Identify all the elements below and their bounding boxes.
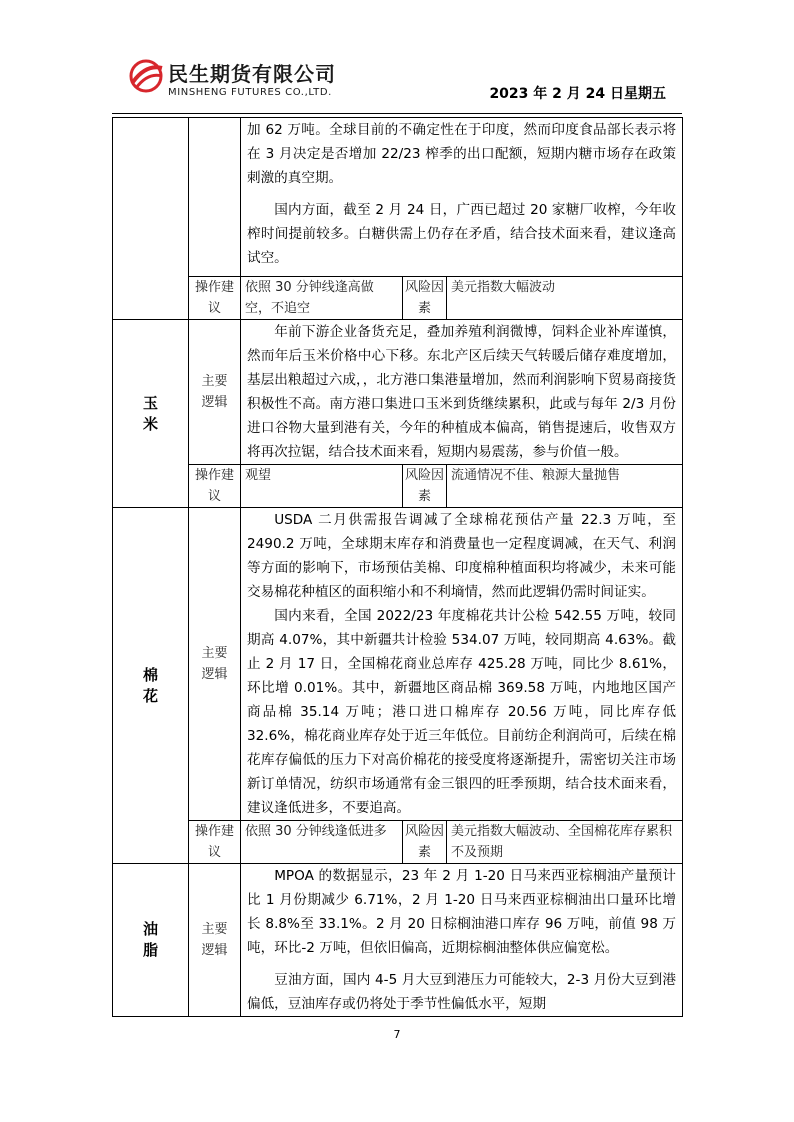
category-oils: 油脂: [113, 864, 189, 1017]
sugar-risk: 美元指数大幅波动: [447, 277, 683, 320]
header-rule: [112, 113, 682, 114]
page-number: 7: [393, 1028, 401, 1041]
paragraph: 国内方面，截至 2 月 24 日，广西已超过 20 家糖厂收榨，今年收榨时间提前较多。白糖供需上仍存在矛盾，结合技术面来看，建议逢高试空。: [247, 202, 677, 266]
cotton-advice: 依照 30 分钟线逢低进多: [241, 821, 403, 864]
paragraph: 国内来看，全国 2022/23 年度棉花共计公检 542.55 万吨，较同期高 4.07%，其中新疆共计检验 534.07 万吨，较同期高 4.63%。截止 2 月 17 日，全国棉花商业总库存 425.28 万吨，同比少 8.61%，环比增 0.01%。其中，新疆地区商品棉 369.58 万吨，内地地区国产商品棉 35.14 万吨；港口进口棉库存 20.56 万吨，同比库存低 32.6%，棉花商业库存处于近三年低位。目前纺企利润尚可，后续在棉花库存偏低的压力下对高价棉花的接受度将逐渐提升，需密切关注市场新订单情况，纺织市场通常有金三银四的旺季预期，结合技术面来看，建议逢低进多，不要追高。: [247, 608, 677, 816]
risk-label: 风险因素: [403, 277, 447, 320]
advice-label: 操作建议: [189, 277, 241, 320]
paragraph: USDA 二月供需报告调减了全球棉花预估产量 22.3 万吨，至 2490.2 万吨，全球期末库存和消费量也一定程度调减，在天气、利润等方面的影响下，市场预估美棉、印度棉种植面积均将减少，未来可能交易棉花种植区的面积缩小和不利墒情，然而此逻辑仍需时间证实。: [247, 512, 677, 600]
sugar-logic-text: [241, 118, 683, 277]
paragraph: 加 62 万吨。全球目前的不确定性在于印度，然而印度食品部长表示将在 3 月决定是否增加 22/23 榨季的出口配额，短期内糖市场存在政策刺激的真空期。: [247, 122, 677, 186]
category-cotton: 棉花: [113, 508, 189, 864]
sugar-logic-label-cell: [189, 118, 241, 277]
oils-logic-row: [113, 864, 683, 1017]
corn-advice: 观望: [241, 465, 403, 508]
paragraph: 年前下游企业备货充足，叠加养殖利润微博，饲料企业补库谨慎，然而年后玉米价格中心下移。东北产区后续天气转暖后储存难度增加，基层出粮超过六成，，北方港口集港量增加，然而利润影响下贸易商接货积极性不高。南方港口集进口玉米到货继续累积，此或与每年 2/3 月份进口谷物大量到港有关，今年的种植成本偏高，销售提速后，收售双方将再次拉锯，结合技术面来看，短期内易震荡，参与价值一般。: [247, 324, 677, 460]
cotton-advice-row: [113, 821, 683, 864]
corn-advice-row: [113, 465, 683, 508]
corn-risk: 流通情况不佳、粮源大量抛售: [447, 465, 683, 508]
minsheng-logo-icon: [128, 58, 164, 94]
advice-label: 操作建议: [189, 465, 241, 508]
risk-label: 风险因素: [403, 821, 447, 864]
paragraph: 豆油方面，国内 4-5 月大豆到港压力可能较大，2-3 月份大豆到港偏低，豆油库存或仍将处于季节性偏低水平，短期: [247, 972, 677, 1012]
commodity-table: [112, 117, 683, 1017]
company-name-en: MINSHENG FUTURES CO.,LTD.: [168, 87, 332, 98]
cotton-risk: 美元指数大幅波动、全国棉花库存累积不及预期: [447, 821, 683, 864]
corn-logic-row: [113, 320, 683, 465]
sugar-category-cell: [113, 118, 189, 320]
report-date: 2023 年 2 月 24 日星期五: [489, 86, 666, 102]
corn-logic-text: [241, 320, 683, 465]
advice-label: 操作建议: [189, 821, 241, 864]
cotton-logic-text: [241, 508, 683, 821]
logic-label: 主要逻辑: [189, 864, 241, 1017]
logic-label: 主要逻辑: [189, 508, 241, 821]
oils-logic-text: [241, 864, 683, 1017]
sugar-logic-row: [113, 118, 683, 277]
cotton-logic-row: [113, 508, 683, 821]
risk-label: 风险因素: [403, 465, 447, 508]
company-name-cn: 民生期货有限公司: [168, 62, 336, 86]
company-logo: [128, 56, 368, 106]
category-corn: 玉米: [113, 320, 189, 508]
sugar-advice: 依照 30 分钟线逢高做空，不追空: [241, 277, 403, 320]
logic-label: 主要逻辑: [189, 320, 241, 465]
paragraph: MPOA 的数据显示，23 年 2 月 1-20 日马来西亚棕榈油产量预计比 1 月份期减少 6.71%，2 月 1-20 日马来西亚棕榈油出口量环比增长 8.8%至 33.1%。2 月 20 日棕榈油港口库存 96 万吨，前值 98 万吨，环比-2 万吨，但依旧偏高，近期棕榈油整体供应偏宽松。: [247, 868, 677, 956]
sugar-advice-row: [113, 277, 683, 320]
